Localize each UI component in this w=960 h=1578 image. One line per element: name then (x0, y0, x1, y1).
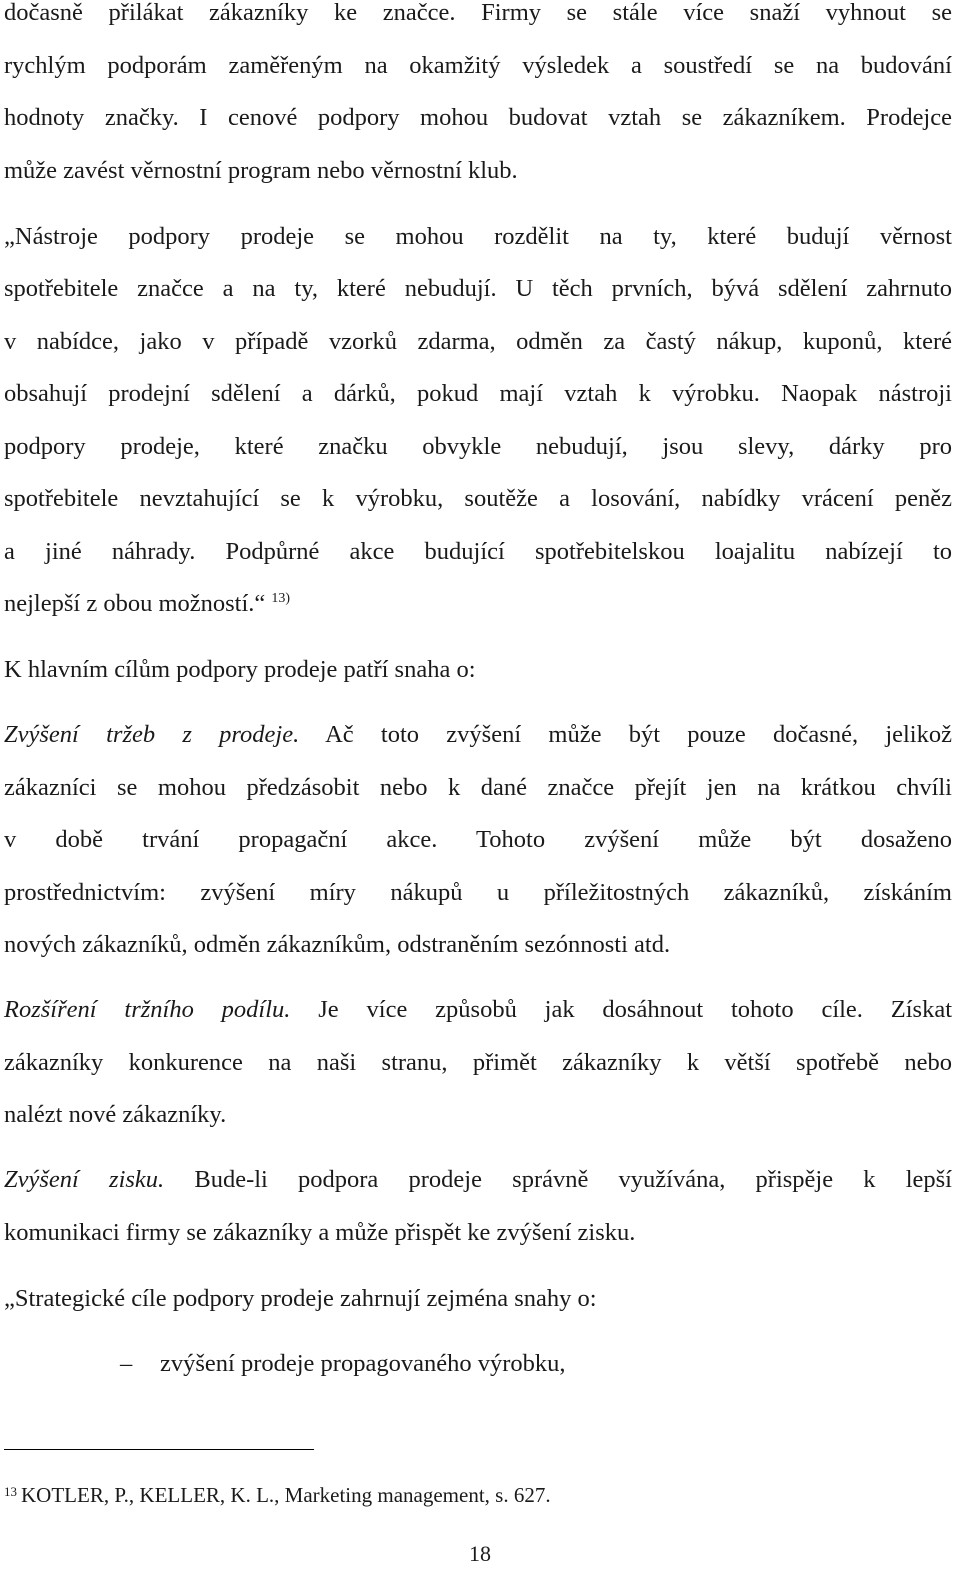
text-line: rychlým podporám zaměřeným na okamžitý výsledek a soustředí se na budování (4, 52, 952, 79)
paragraph-text: Je více způsobů jak dosáhnout tohoto cíle. Získat (290, 996, 953, 1023)
quote-end-text: nejlepší z obou možností.“ (4, 590, 266, 617)
text-line: hodnoty značky. I cenové podpory mohou budovat vztah se zákazníkem. Prodejce (4, 104, 952, 131)
text-line (4, 1163, 952, 1197)
quote-line: „Strategické cíle podpory prodeje zahrnují zejména snahy o: (4, 1285, 597, 1312)
paragraph-text: Ač toto zvýšení může být pouze dočasné, jelikož (299, 721, 952, 748)
text-line: obsahují prodejní sdělení a dárků, pokud mají vztah k výrobku. Naopak nástroji (4, 380, 952, 407)
text-line: v nabídce, jako v případě vzorků zdarma, odměn za častý nákup, kuponů, které (4, 328, 952, 355)
list-item: zvýšení prodeje propagovaného výrobku, (160, 1350, 566, 1377)
page-number: 18 (469, 1541, 491, 1566)
text-line: komunikaci firmy se zákazníky a může přispět ke zvýšení zisku. (4, 1219, 636, 1246)
italic-heading: Zvýšení zisku. (4, 1166, 165, 1193)
reference-marker: 13) (271, 591, 291, 606)
text-line: spotřebitele značce a na ty, které nebudují. U těch prvních, bývá sdělení zahrnuto (4, 275, 952, 302)
text-line: a jiné náhrady. Podpůrné akce budující spotřebitelskou loajalitu nabízejí to (4, 538, 952, 565)
quote-line: „Nástroje podpory prodeje se mohou rozdělit na ty, které budují věrnost (4, 223, 952, 250)
text-line: K hlavním cílům podpory prodeje patří snaha o: (4, 656, 476, 683)
text-line (4, 587, 952, 621)
list-dash: – (120, 1350, 133, 1377)
text-line: zákazníky konkurence na naši stranu, přimět zákazníky k větší spotřebě nebo (4, 1049, 952, 1076)
text-line: nalézt nové zákazníky. (4, 1101, 227, 1128)
text-line: podpory prodeje, které značku obvykle nebudují, jsou slevy, dárky pro (4, 433, 952, 460)
text-line: nových zákazníků, odměn zákazníkům, odstraněním sezónnosti atd. (4, 931, 671, 958)
text-line: prostřednictvím: zvýšení míry nákupů u příležitostných zákazníků, získáním (4, 879, 952, 906)
text-line: může zavést věrnostní program nebo věrnostní klub. (4, 157, 518, 184)
text-line: v době trvání propagační akce. Tohoto zvýšení může být dosaženo (4, 826, 952, 853)
footnote-text: KOTLER, P., KELLER, K. L., Marketing management, s. 627. (21, 1483, 551, 1507)
footnote-number: 13 (4, 1484, 17, 1499)
footnote-divider (4, 1449, 314, 1450)
text-line (4, 993, 952, 1027)
italic-heading: Zvýšení tržeb z prodeje. (4, 721, 300, 748)
footnote (4, 1481, 551, 1509)
text-line: dočasně přilákat zákazníky ke značce. Firmy se stále více snaží vyhnout se (4, 0, 952, 26)
text-line: zákazníci se mohou předzásobit nebo k dané značce přejít jen na krátkou chvíli (4, 774, 952, 801)
paragraph-text: Bude-li podpora prodeje správně využívána, přispěje k lepší (164, 1166, 952, 1193)
text-line (4, 718, 952, 752)
italic-heading: Rozšíření tržního podílu. (4, 996, 291, 1023)
text-line: spotřebitele nevztahující se k výrobku, soutěže a losování, nabídky vrácení peněz (4, 485, 952, 512)
